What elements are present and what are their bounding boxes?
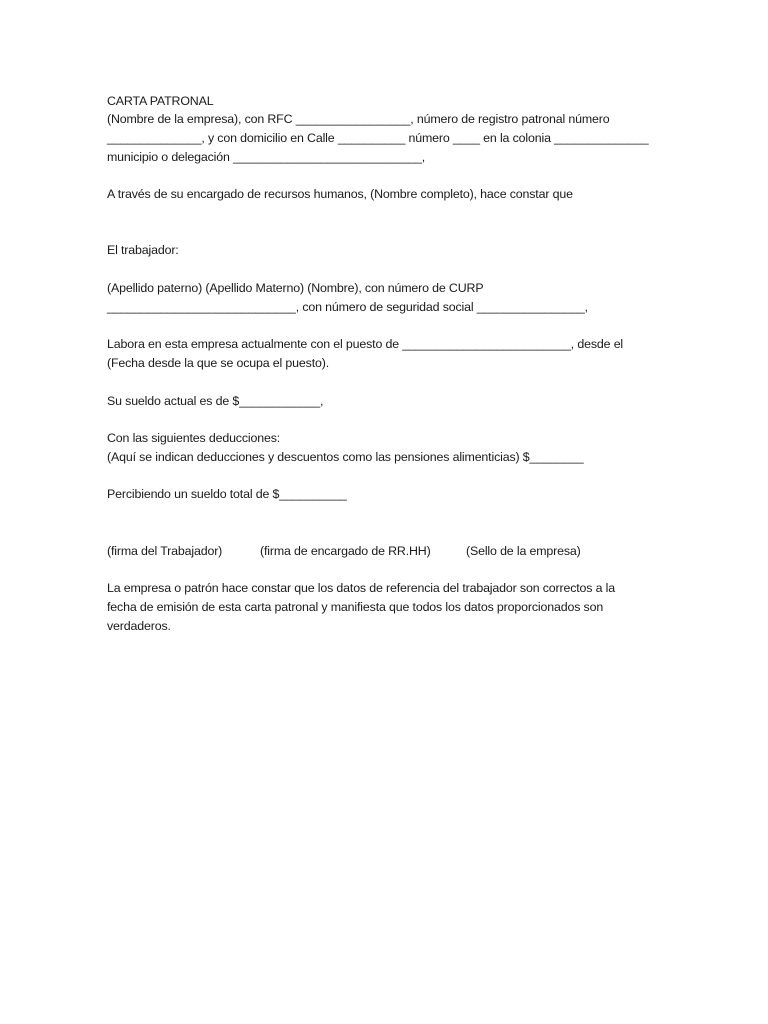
hr-statement: A través de su encargado de recursos humanos, (Nombre completo), hace constar que [107,187,573,201]
document-title: CARTA PATRONAL [107,94,214,108]
worker-identity-line-1: (Apellido paterno) (Apellido Materno) (Nombre), con número de CURP [107,281,484,295]
worker-identity-line-2: ____________________________, con número de seguridad social ________________, [107,300,588,314]
salary-line: Su sueldo actual es de $____________, [107,394,324,408]
signature-worker: (firma del Trabajador) [107,544,223,558]
intro-line-3: municipio o delegación ____________________________, [107,150,426,164]
position-line-2: (Fecha desde la que se ocupa el puesto). [107,356,329,370]
total-salary-line: Percibiendo un sueldo total de $__________ [107,487,347,501]
signature-seal: (Sello de la empresa) [466,544,581,558]
deductions-line-2: (Aquí se indican deducciones y descuentos como las pensiones alimenticias) $________ [107,450,584,464]
position-line-1: Labora en esta empresa actualmente con el puesto de _________________________, desde el [107,337,624,351]
intro-line-1: (Nombre de la empresa), con RFC _________________, número de registro patronal número [107,112,610,126]
closing-line-1: La empresa o patrón hace constar que los datos de referencia del trabajador son correctos a la [107,581,615,595]
worker-heading: El trabajador: [107,243,179,257]
closing-line-3: verdaderos. [107,619,171,633]
signature-hr: (firma de encargado de RR.HH) [260,544,431,558]
intro-line-2: ______________, y con domicilio en Calle __________ número ____ en la colonia ______________ [107,131,649,145]
deductions-line-1: Con las siguientes deducciones: [107,431,281,445]
closing-line-2: fecha de emisión de esta carta patronal y manifiesta que todos los datos proporcionados son [107,600,604,614]
